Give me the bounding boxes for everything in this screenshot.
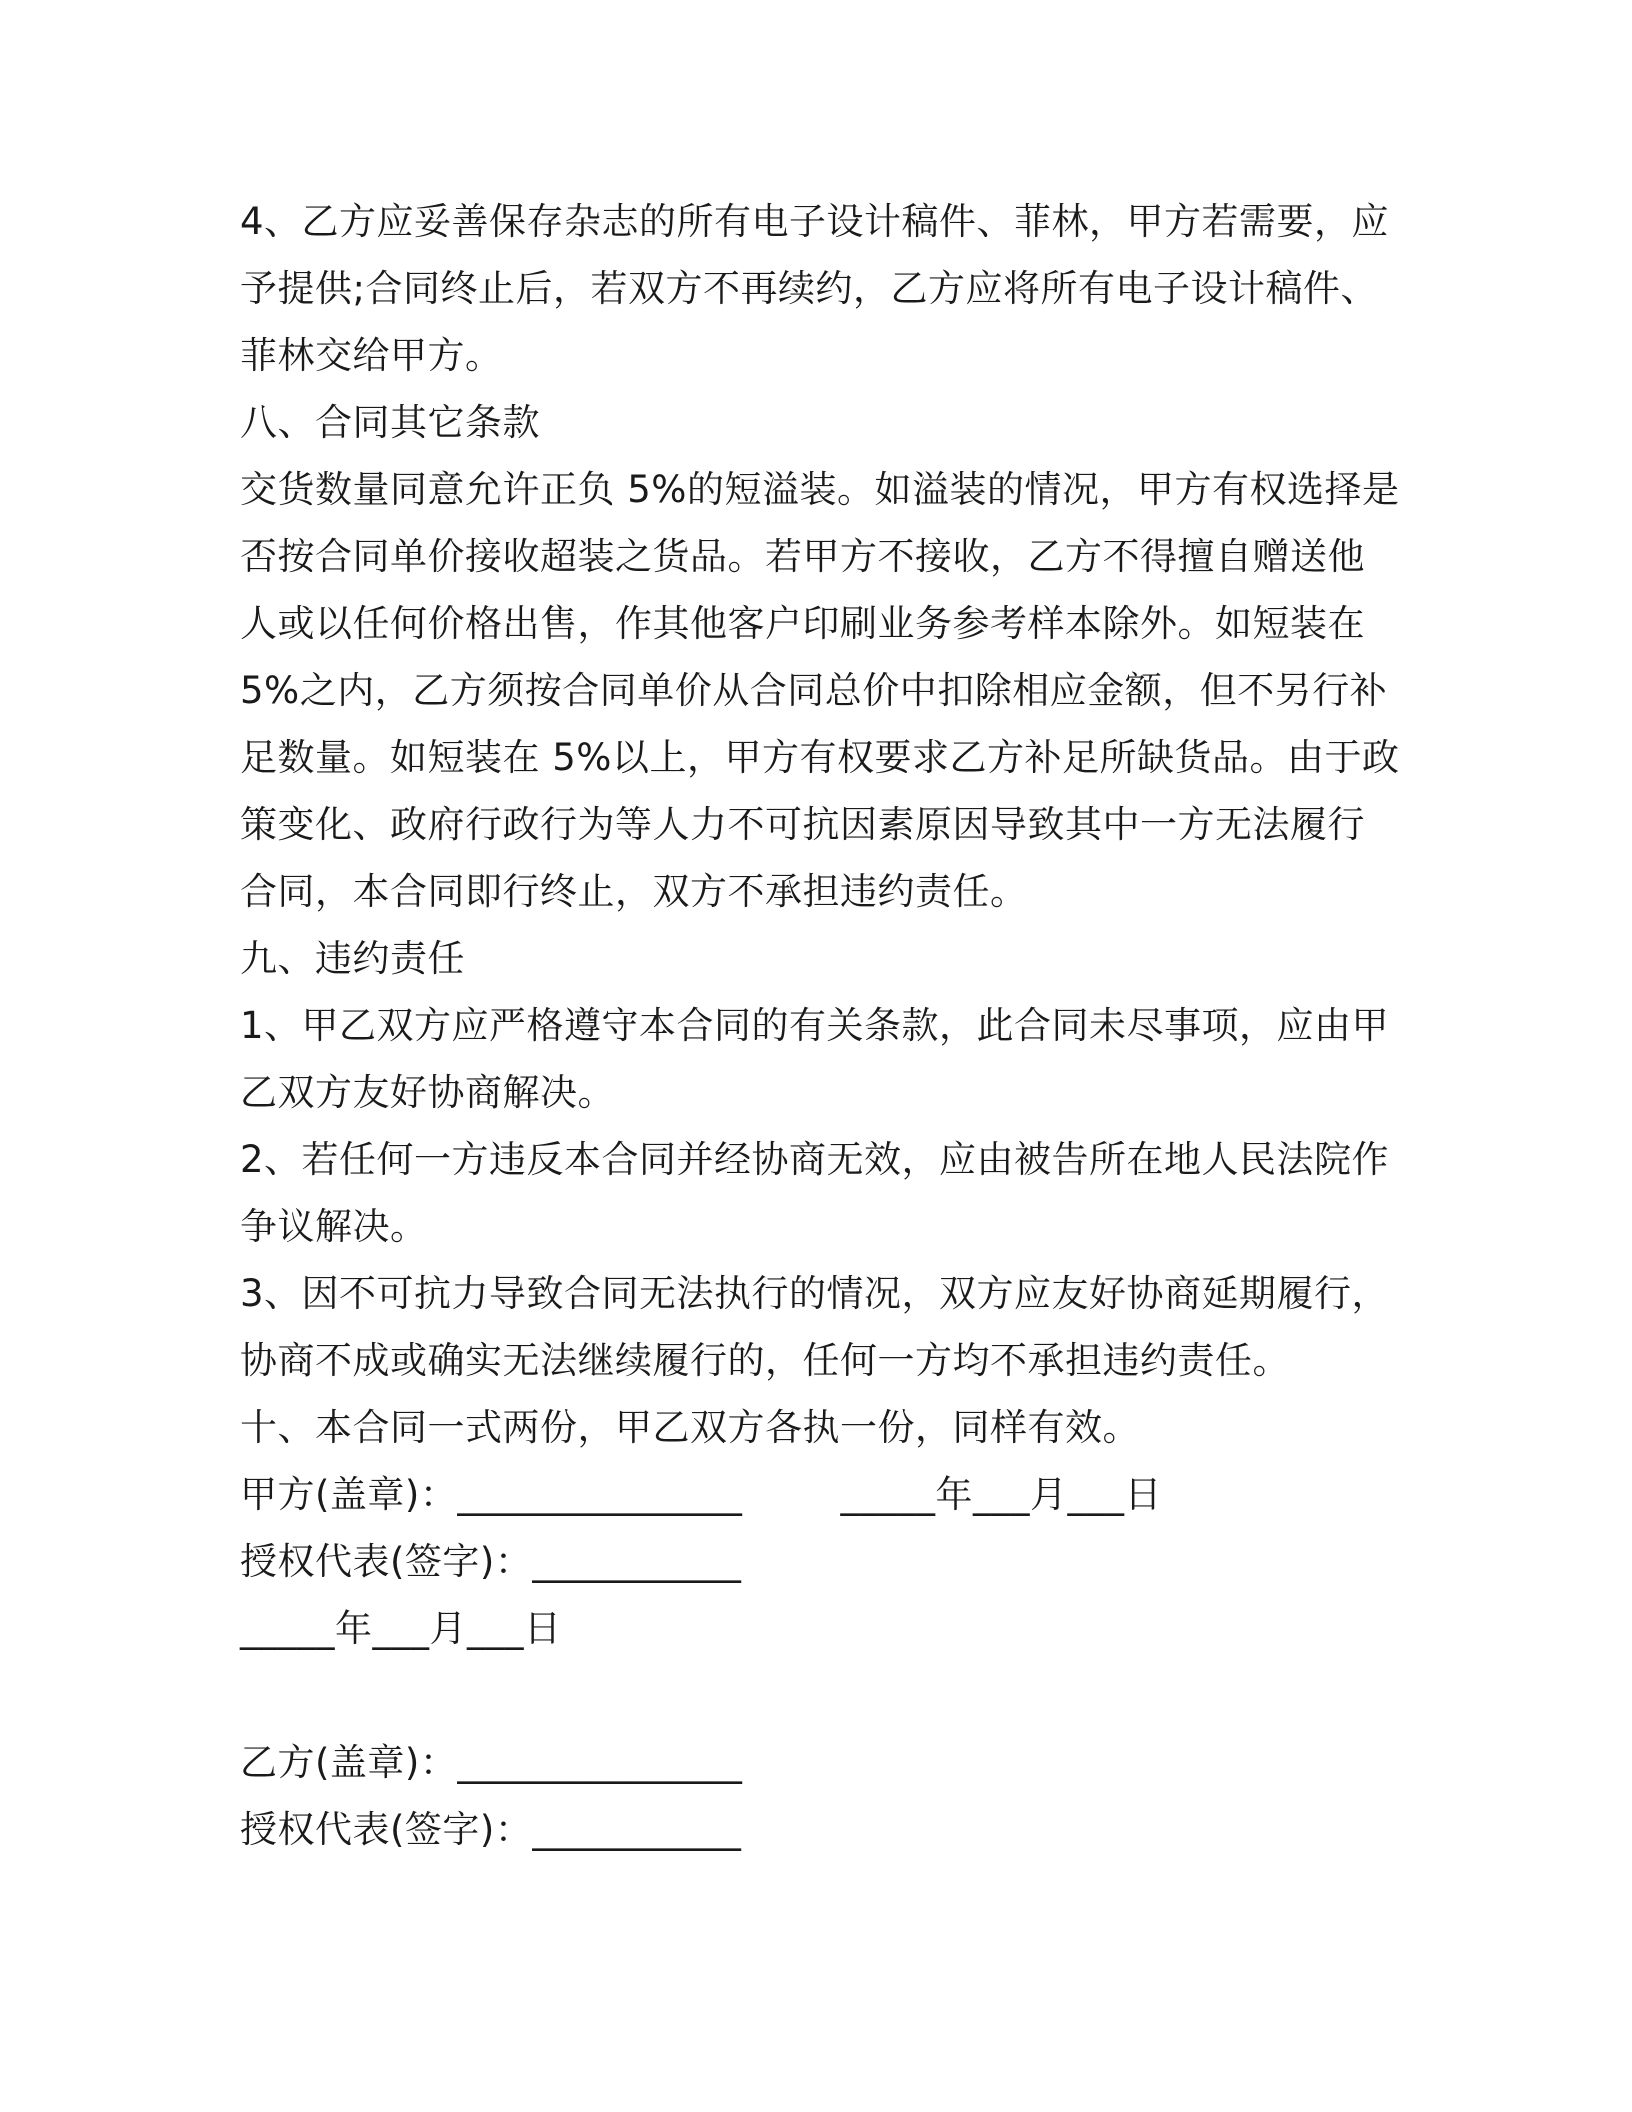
- paragraph-line: 十、本合同一式两份，甲乙双方各执一份，同样有效。: [240, 1406, 1140, 1449]
- paragraph-line: 5%之内，乙方须按合同单价从合同总价中扣除相应金额，但不另行补: [240, 669, 1388, 712]
- signature-line-representative-a: 授权代表(签字)：___________: [240, 1540, 742, 1583]
- blank-line: [240, 1662, 1400, 1729]
- signature-line-party-a: 甲方(盖章)：_______________ _____年___月___日: [240, 1473, 1162, 1516]
- section-heading: 九、违约责任: [240, 937, 465, 980]
- paragraph-line: 争议解决。: [240, 1205, 428, 1248]
- paragraph-line: 1、甲乙双方应严格遵守本合同的有关条款，此合同未尽事项，应由甲: [240, 1004, 1390, 1047]
- paragraph-line: 合同，本合同即行终止，双方不承担违约责任。: [240, 870, 1028, 913]
- signature-line-representative-b: 授权代表(签字)：___________: [240, 1808, 742, 1851]
- section-heading: 八、合同其它条款: [240, 401, 540, 444]
- document-page: [240, 188, 1400, 1863]
- paragraph-line: 3、因不可抗力导致合同无法执行的情况，双方应友好协商延期履行，: [240, 1272, 1390, 1315]
- signature-line-party-b: 乙方(盖章)：_______________: [240, 1741, 743, 1784]
- date-line-a: _____年___月___日: [240, 1607, 562, 1650]
- paragraph-line: 否按合同单价接收超装之货品。若甲方不接收，乙方不得擅自赠送他: [240, 535, 1365, 578]
- paragraph-line: 菲林交给甲方。: [240, 334, 503, 377]
- paragraph-line: 人或以任何价格出售，作其他客户印刷业务参考样本除外。如短装在: [240, 602, 1365, 645]
- paragraph-line: 予提供;合同终止后，若双方不再续约，乙方应将所有电子设计稿件、: [240, 267, 1378, 310]
- paragraph-line: 4、乙方应妥善保存杂志的所有电子设计稿件、菲林，甲方若需要，应: [240, 200, 1390, 243]
- paragraph-line: 2、若任何一方违反本合同并经协商无效，应由被告所在地人民法院作: [240, 1138, 1390, 1181]
- paragraph-line: 交货数量同意允许正负 5%的短溢装。如溢装的情况，甲方有权选择是: [240, 468, 1400, 511]
- paragraph-line: 协商不成或确实无法继续履行的，任何一方均不承担违约责任。: [240, 1339, 1290, 1382]
- paragraph-line: 乙双方友好协商解决。: [240, 1071, 615, 1114]
- paragraph-line: 策变化、政府行政行为等人力不可抗因素原因导致其中一方无法履行: [240, 803, 1365, 846]
- paragraph-line: 足数量。如短装在 5%以上，甲方有权要求乙方补足所缺货品。由于政: [240, 736, 1400, 779]
